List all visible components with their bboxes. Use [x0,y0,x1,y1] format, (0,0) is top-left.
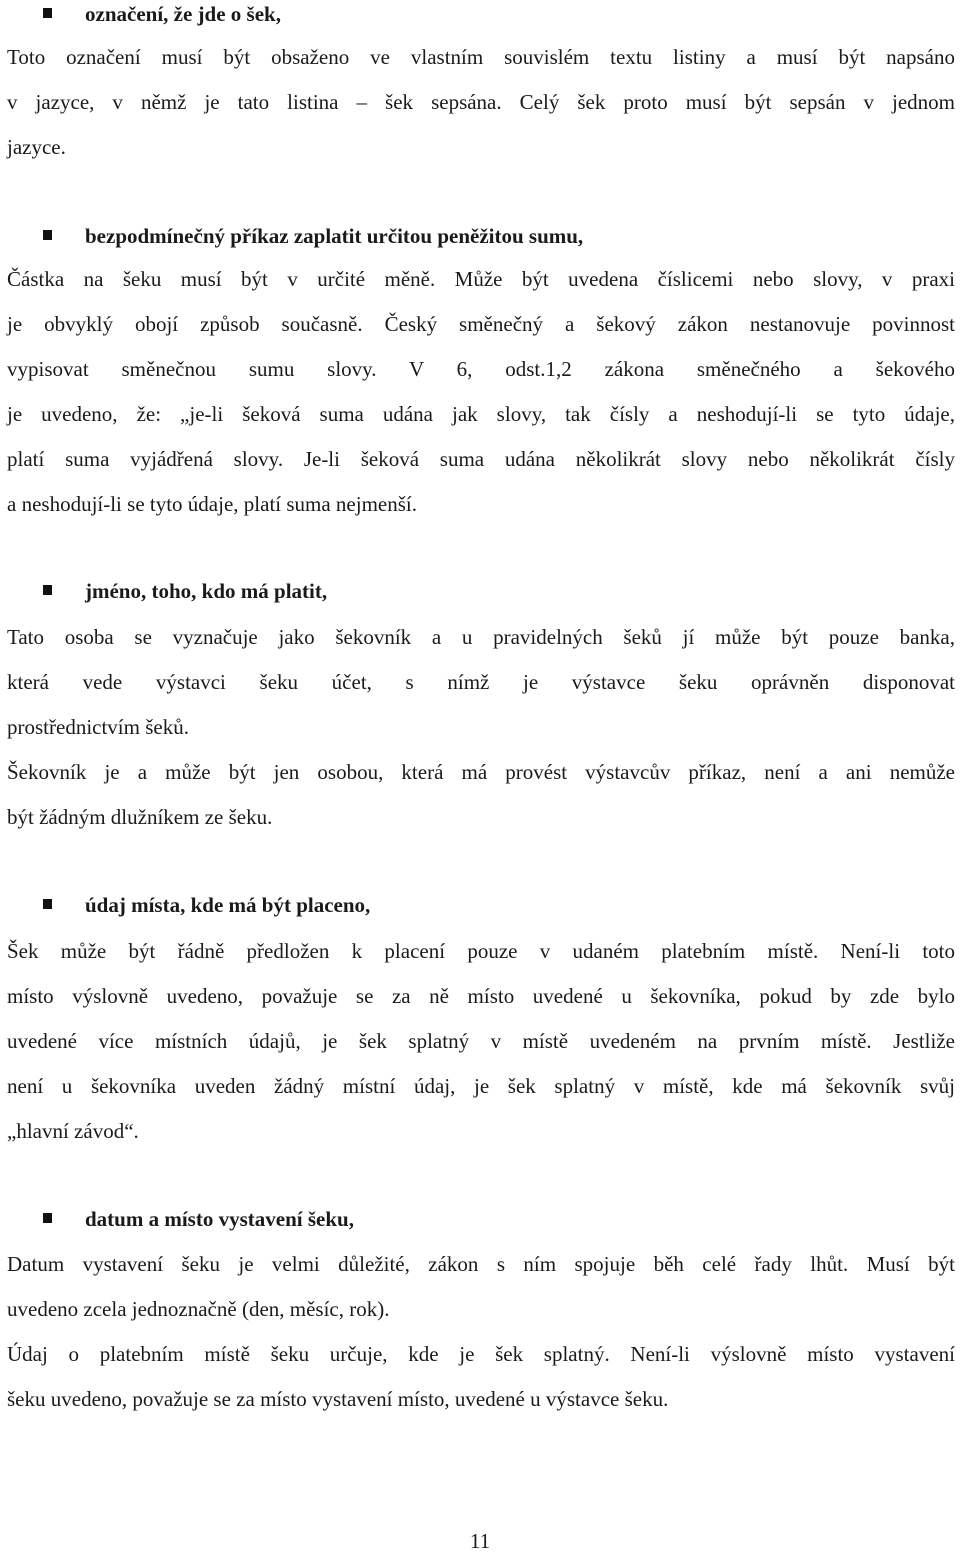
paragraph-line: a neshodují-li se tyto údaje, platí suma nejmenší. [7,492,418,516]
paragraph-line: Datum vystavení šeku je velmi důležité, zákon s ním spojuje běh celé řady lhůt. Musí být [7,1252,955,1276]
paragraph-line: uvedeno zcela jednoznačně (den, měsíc, rok). [7,1297,390,1321]
bullet-icon [43,585,52,595]
paragraph-line: být žádným dlužníkem ze šeku. [7,805,273,829]
page-number: 11 [469,1529,491,1553]
paragraph-line: jazyce. [7,135,66,159]
paragraph-line: Údaj o platebním místě šeku určuje, kde je šek splatný. Není-li výslovně místo vystavení [7,1342,955,1366]
section-heading: údaj místa, kde má být placeno, [85,893,371,917]
paragraph-line: v jazyce, v němž je tato listina – šek sepsána. Celý šek proto musí být sepsán v jednom [7,90,955,114]
paragraph-line: „hlavní závod“. [7,1119,139,1143]
paragraph-line: místo výslovně uvedeno, považuje se za ně místo uvedené u šekovníka, pokud by zde bylo [7,984,955,1008]
bullet-icon [43,8,52,18]
bullet-icon [43,899,52,909]
paragraph-line: šeku uvedeno, považuje se za místo vystavení místo, uvedené u výstavce šeku. [7,1387,669,1411]
paragraph-line: Šekovník je a může být jen osobou, která má provést výstavcův příkaz, není a ani nemůže [7,760,955,784]
section-heading: jméno, toho, kdo má platit, [85,579,328,603]
paragraph-line: prostřednictvím šeků. [7,715,189,739]
paragraph-line: Částka na šeku musí být v určité měně. Může být uvedena číslicemi nebo slovy, v praxi [7,267,955,291]
paragraph-line: není u šekovníka uveden žádný místní údaj, je šek splatný v místě, kde má šekovník svůj [7,1074,955,1098]
paragraph-line: je uvedeno, že: „je-li šeková suma udána jak slovy, tak čísly a neshodují-li se tyto údaje, [7,402,955,426]
bullet-icon [43,230,52,240]
paragraph-line: je obvyklý obojí způsob současně. Český směnečný a šekový zákon nestanovuje povinnost [7,312,955,336]
bullet-icon [43,1213,52,1223]
section-heading: datum a místo vystavení šeku, [85,1207,354,1231]
paragraph-line: Tato osoba se vyznačuje jako šekovník a u pravidelných šeků jí může být pouze banka, [7,625,955,649]
section-heading: bezpodmínečný příkaz zaplatit určitou peněžitou sumu, [85,224,584,248]
section-heading: označení, že jde o šek, [85,2,281,26]
paragraph-line: uvedené více místních údajů, je šek splatný v místě uvedeném na prvním místě. Jestliže [7,1029,955,1053]
paragraph-line: vypisovat směnečnou sumu slovy. V 6, odst.1,2 zákona směnečného a šekového [7,357,955,381]
paragraph-line: Toto označení musí být obsaženo ve vlastním souvislém textu listiny a musí být napsáno [7,45,955,69]
paragraph-line: platí suma vyjádřená slovy. Je-li šeková suma udána několikrát slovy nebo několikrát čísly [7,447,955,471]
paragraph-line: Šek může být řádně předložen k placení pouze v udaném platebním místě. Není-li toto [7,939,955,963]
paragraph-line: která vede výstavci šeku účet, s nímž je výstavce šeku oprávněn disponovat [7,670,955,694]
